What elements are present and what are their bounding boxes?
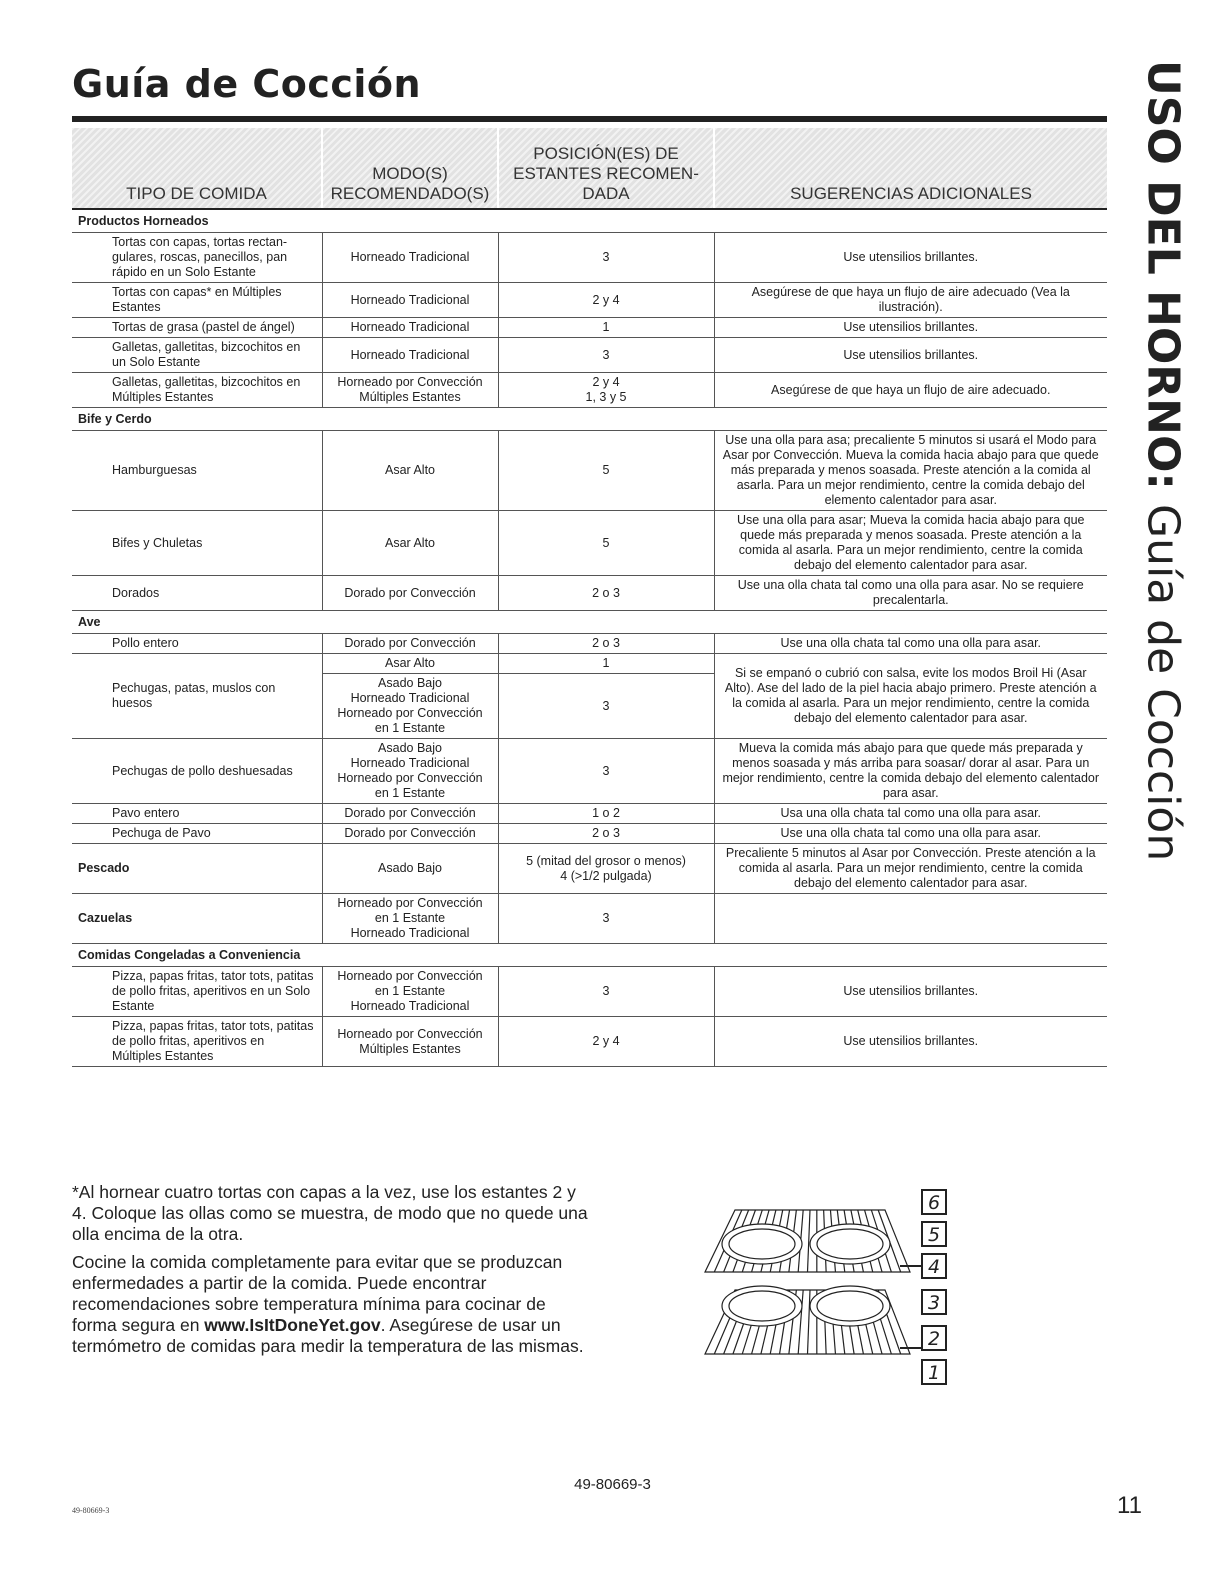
svg-text:5: 5 — [927, 1224, 941, 1246]
footnote: *Al hornear cuatro tortas con capas a la vez, use los estantes 2 y 4. Coloque las ollas como se muestra, de modo que no quede una olla encima de la otra. — [72, 1182, 588, 1244]
food-type: Pizza, papas fritas, tator tots, patitas de pollo fritas, aperitivos en un Solo Estante — [72, 967, 322, 1017]
mode: Asado Bajo Horneado Tradicional Horneado por Convección en 1 Estante — [322, 739, 498, 804]
document-number: 49-80669-3 — [574, 1476, 651, 1493]
table-row — [72, 511, 1107, 576]
mode: Horneado por Convección Múltiples Estantes — [322, 1017, 498, 1067]
tip: Mueva la comida más abajo para que quede más preparada y menos soasada y más arriba para soasar/ dorar al asar. Para un mejor rendimiento, centre la comida debajo del elemento calentador para asar. — [714, 739, 1107, 804]
table-row — [72, 338, 1107, 373]
mode: Horneado Tradicional — [322, 318, 498, 338]
table-row — [72, 233, 1107, 283]
rack-label-5 — [922, 1222, 946, 1246]
table-row — [72, 654, 1107, 674]
svg-text:3: 3 — [927, 1292, 941, 1314]
mode: Horneado por Convección Múltiples Estantes — [322, 373, 498, 408]
mode: Horneado Tradicional — [322, 283, 498, 318]
rack-label-1 — [922, 1360, 946, 1384]
table-row — [72, 431, 1107, 511]
svg-text:4: 4 — [927, 1256, 941, 1278]
table-row — [72, 894, 1107, 944]
upper-rack — [705, 1210, 910, 1272]
tip: Use utensilios brillantes. — [714, 967, 1107, 1017]
food-type: Pescado — [72, 844, 322, 894]
rack-position: 1 — [498, 318, 714, 338]
table-row — [72, 318, 1107, 338]
food-type: Tortas de grasa (pastel de ángel) — [72, 318, 322, 338]
category-row — [72, 611, 1107, 634]
rack-illustration — [700, 1182, 970, 1397]
food-type: Pechugas, patas, muslos con huesos — [72, 654, 322, 739]
rack-position: 5 — [498, 431, 714, 511]
table-row — [72, 967, 1107, 1017]
mode: Asar Alto — [322, 654, 498, 674]
header-rack-position: POSICIÓN(ES) DE ESTANTES RECOMEN-DADA — [498, 128, 714, 209]
mode: Dorado por Convección — [322, 804, 498, 824]
rack-position: 3 — [498, 739, 714, 804]
tip: Use una olla chata tal como una olla para asar. No se requiere precalentarla. — [714, 576, 1107, 611]
table-row — [72, 634, 1107, 654]
svg-text:1: 1 — [927, 1362, 941, 1384]
mode: Asado Bajo Horneado Tradicional Horneado por Convección en 1 Estante — [322, 674, 498, 739]
tip: Use utensilios brillantes. — [714, 233, 1107, 283]
food-type: Tortas con capas, tortas rectan-gulares, roscas, panecillos, pan rápido en un Solo Estante — [72, 233, 322, 283]
side-tab-bold: USO DEL HORNO: — [1137, 60, 1189, 491]
tip: Use utensilios brillantes. — [714, 1017, 1107, 1067]
category-label: Comidas Congeladas a Conveniencia — [72, 944, 1107, 967]
tip: Asegúrese de que haya un flujo de aire adecuado. — [714, 373, 1107, 408]
mode: Asado Bajo — [322, 844, 498, 894]
rack-position: 2 o 3 — [498, 576, 714, 611]
side-tab-text — [1138, 60, 1189, 861]
rack-position: 5 (mitad del grosor o menos) 4 (>1/2 pulgada) — [498, 844, 714, 894]
rack-position: 2 y 4 — [498, 1017, 714, 1067]
food-type: Pizza, papas fritas, tator tots, patitas de pollo fritas, aperitivos en Múltiples Estantes — [72, 1017, 322, 1067]
table-row — [72, 576, 1107, 611]
header-mode: MODO(S) RECOMENDADO(S) — [322, 128, 498, 209]
safety-note — [72, 1252, 592, 1357]
category-row — [72, 408, 1107, 431]
safety-text-before: Cocine la comida completamente para evitar que se produzcan enfermedades a partir de la comida. Puede encontrar recomendaciones sobre temperatura mínima para cocinar de forma segura en — [72, 1252, 563, 1335]
category-label: Ave — [72, 611, 1107, 634]
title-rule — [72, 116, 1107, 122]
rack-position: 5 — [498, 511, 714, 576]
small-document-number: 49-80669-3 — [72, 1506, 110, 1515]
rack-position: 3 — [498, 967, 714, 1017]
category-row — [72, 944, 1107, 967]
page-title: Guía de Cocción — [72, 62, 422, 106]
food-type: Galletas, galletitas, bizcochitos en Múltiples Estantes — [72, 373, 322, 408]
food-type: Pavo entero — [72, 804, 322, 824]
tip: Usa una olla chata tal como una olla para asar. — [714, 804, 1107, 824]
food-type: Bifes y Chuletas — [72, 511, 322, 576]
tip: Si se empanó o cubrió con salsa, evite los modos Broil Hi (Asar Alto). Ase del lado de la piel hacia abajo primero. Preste atención a la comida al asarla. Para un mejor rendimiento, centre la comida debajo del elemento calentador para asar. — [714, 654, 1107, 739]
food-type: Tortas con capas* en Múltiples Estantes — [72, 283, 322, 318]
rack-position: 1 — [498, 654, 714, 674]
rack-position: 3 — [498, 338, 714, 373]
rack-label-4 — [922, 1254, 946, 1278]
category-label: Productos Horneados — [72, 209, 1107, 233]
safety-link[interactable]: www.IsItDoneYet.gov — [204, 1315, 381, 1335]
header-tips: SUGERENCIAS ADICIONALES — [714, 128, 1107, 209]
food-type: Pechuga de Pavo — [72, 824, 322, 844]
table-row — [72, 373, 1107, 408]
tip — [714, 894, 1107, 944]
food-type: Dorados — [72, 576, 322, 611]
table-header — [72, 128, 1107, 209]
rack-position: 3 — [498, 894, 714, 944]
food-type: Pollo entero — [72, 634, 322, 654]
food-type: Hamburguesas — [72, 431, 322, 511]
table-row — [72, 1017, 1107, 1067]
table-row — [72, 804, 1107, 824]
rack-position-labels — [922, 1190, 946, 1384]
rack-position: 2 y 4 — [498, 283, 714, 318]
cooking-guide-table — [72, 128, 1107, 1067]
category-row — [72, 209, 1107, 233]
mode: Horneado Tradicional — [322, 233, 498, 283]
tip: Use utensilios brillantes. — [714, 318, 1107, 338]
rack-bar — [808, 1210, 811, 1272]
side-tab-normal: Guía de Cocción — [1137, 504, 1189, 862]
food-type: Galletas, galletitas, bizcochitos en un Solo Estante — [72, 338, 322, 373]
table-row — [72, 824, 1107, 844]
svg-text:6: 6 — [927, 1192, 941, 1214]
mode: Dorado por Convección — [322, 576, 498, 611]
safety-text-after: . Asegúrese de usar un termómetro de comidas para medir la temperatura de las mismas. — [72, 1315, 584, 1356]
table-row — [72, 283, 1107, 318]
food-type: Pechugas de pollo deshuesadas — [72, 739, 322, 804]
rack-bar — [808, 1290, 811, 1354]
rack-position: 3 — [498, 233, 714, 283]
tip: Precaliente 5 minutos al Asar por Convección. Preste atención a la comida al asarla. Para un mejor rendimiento, centre la comida debajo del elemento calentador para asar. — [714, 844, 1107, 894]
svg-text:2: 2 — [927, 1328, 941, 1350]
mode: Dorado por Convección — [322, 824, 498, 844]
mode: Dorado por Convección — [322, 634, 498, 654]
rack-position: 1 o 2 — [498, 804, 714, 824]
table-body — [72, 209, 1107, 1067]
rack-position: 2 o 3 — [498, 634, 714, 654]
tip: Use una olla para asa; precaliente 5 minutos si usará el Modo para Asar por Convección. Mueva la comida hacia abajo para que quede más preparada y menos soasada. Preste atención a la comida al asarla. Para un mejor rendimiento, centre la comida debajo del elemento calentador para asar. — [714, 431, 1107, 511]
mode: Asar Alto — [322, 511, 498, 576]
category-label: Bife y Cerdo — [72, 408, 1107, 431]
mode: Asar Alto — [322, 431, 498, 511]
table-row — [72, 739, 1107, 804]
mode: Horneado por Convección en 1 Estante Horneado Tradicional — [322, 967, 498, 1017]
rack-position: 3 — [498, 674, 714, 739]
rack-label-6 — [922, 1190, 946, 1214]
tip: Use una olla para asar; Mueva la comida hacia abajo para que quede más preparada y menos soasada. Preste atención a la comida al asarla. Para un mejor rendimiento, centre la comida debajo del elemento calentador para asar. — [714, 511, 1107, 576]
rack-position: 2 o 3 — [498, 824, 714, 844]
mode: Horneado por Convección en 1 Estante Horneado Tradicional — [322, 894, 498, 944]
tip: Use una olla chata tal como una olla para asar. — [714, 824, 1107, 844]
rack-position: 2 y 4 1, 3 y 5 — [498, 373, 714, 408]
header-food-type: TIPO DE COMIDA — [72, 128, 322, 209]
page-number: 11 — [1117, 1492, 1142, 1519]
tip: Use una olla chata tal como una olla para asar. — [714, 634, 1107, 654]
lower-rack — [705, 1286, 910, 1354]
tip: Asegúrese de que haya un flujo de aire adecuado (Vea la ilustración). — [714, 283, 1107, 318]
tip: Use utensilios brillantes. — [714, 338, 1107, 373]
food-type: Cazuelas — [72, 894, 322, 944]
rack-label-2 — [922, 1326, 946, 1350]
rack-label-3 — [922, 1290, 946, 1314]
side-tab — [1128, 60, 1198, 862]
mode: Horneado Tradicional — [322, 338, 498, 373]
table-row — [72, 844, 1107, 894]
